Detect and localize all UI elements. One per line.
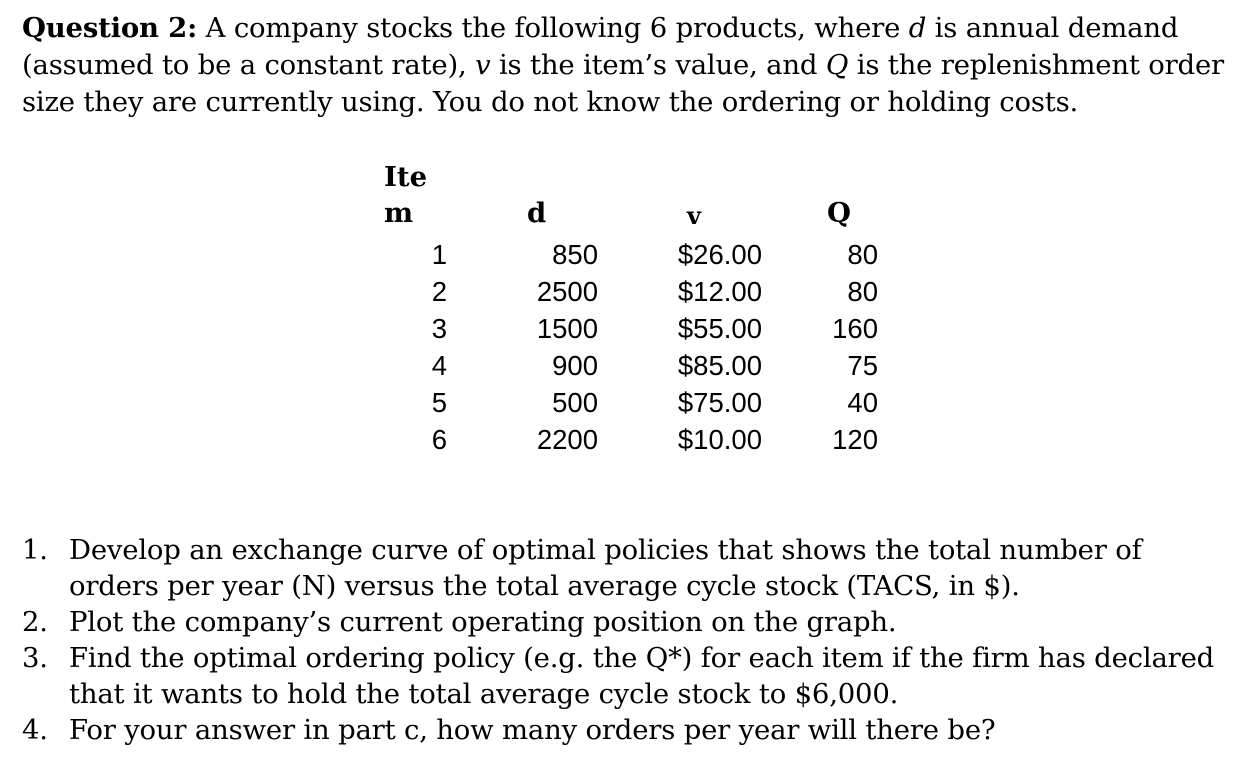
intro-text-1: A company stocks the following 6 products, where (197, 12, 909, 44)
table-row (0, 239, 1252, 275)
cell-d: 500 (552, 387, 598, 418)
cell-v: $75.00 (677, 387, 762, 418)
intro-text-4: is the replenishment order size they are currently using. You do not know the ordering or holding costs. (22, 49, 1224, 118)
var-d: d (908, 12, 927, 44)
list-item-text: Find the optimal ordering policy (e.g. the Q*) for each item if the firm has declared that it wants to hold the total average cycle stock to $6,000. (69, 642, 1215, 710)
cell-q: 75 (847, 350, 878, 381)
list-item-number: 3. (22, 642, 48, 674)
table-row (0, 313, 1252, 349)
cell-item: 5 (431, 387, 447, 418)
header-item-line2: m (384, 197, 414, 229)
cell-q: 160 (832, 313, 878, 344)
cell-q: 80 (847, 239, 878, 270)
table-row (0, 387, 1252, 423)
cell-v: $55.00 (677, 313, 762, 344)
var-v: v (475, 49, 491, 81)
cell-q: 120 (832, 424, 878, 455)
list-item (22, 640, 1237, 712)
cell-d: 2500 (536, 276, 598, 307)
list-item-text: Plot the company’s current operating position on the graph. (69, 606, 897, 638)
list-item (22, 532, 1237, 604)
cell-item: 6 (431, 424, 447, 455)
cell-q: 80 (847, 276, 878, 307)
header-v: v (687, 201, 701, 230)
cell-v: $10.00 (677, 424, 762, 455)
cell-d: 2200 (536, 424, 598, 455)
header-q: Q (827, 197, 851, 229)
cell-v: $85.00 (677, 350, 762, 381)
questions-list (22, 532, 1237, 748)
cell-item: 3 (431, 313, 447, 344)
list-item (22, 712, 1237, 748)
list-item-number: 2. (22, 606, 48, 638)
header-item-line1: Ite (384, 161, 428, 193)
cell-d: 900 (552, 350, 598, 381)
table-row (0, 350, 1252, 386)
list-item-number: 1. (22, 534, 48, 566)
cell-d: 850 (552, 239, 598, 270)
cell-item: 1 (431, 239, 447, 270)
list-item-number: 4. (22, 714, 48, 746)
intro-text-3: is the item’s value, and (490, 49, 826, 81)
list-item-text: Develop an exchange curve of optimal policies that shows the total number of orders per year (N) versus the total average cycle stock (TACS, in $). (69, 534, 1142, 602)
list-item-text: For your answer in part c, how many orders per year will there be? (69, 714, 996, 746)
cell-item: 4 (431, 350, 447, 381)
cell-v: $12.00 (677, 276, 762, 307)
cell-d: 1500 (536, 313, 598, 344)
cell-v: $26.00 (677, 239, 762, 270)
header-d: d (527, 197, 547, 229)
cell-q: 40 (847, 387, 878, 418)
cell-item: 2 (431, 276, 447, 307)
intro-text-2: is annual demand (assumed to be a constant rate), (22, 12, 1179, 81)
table-row (0, 424, 1252, 460)
var-q: Q (825, 49, 849, 81)
list-item (22, 604, 1237, 640)
table-row (0, 276, 1252, 312)
question-label: Question 2: (22, 12, 198, 44)
